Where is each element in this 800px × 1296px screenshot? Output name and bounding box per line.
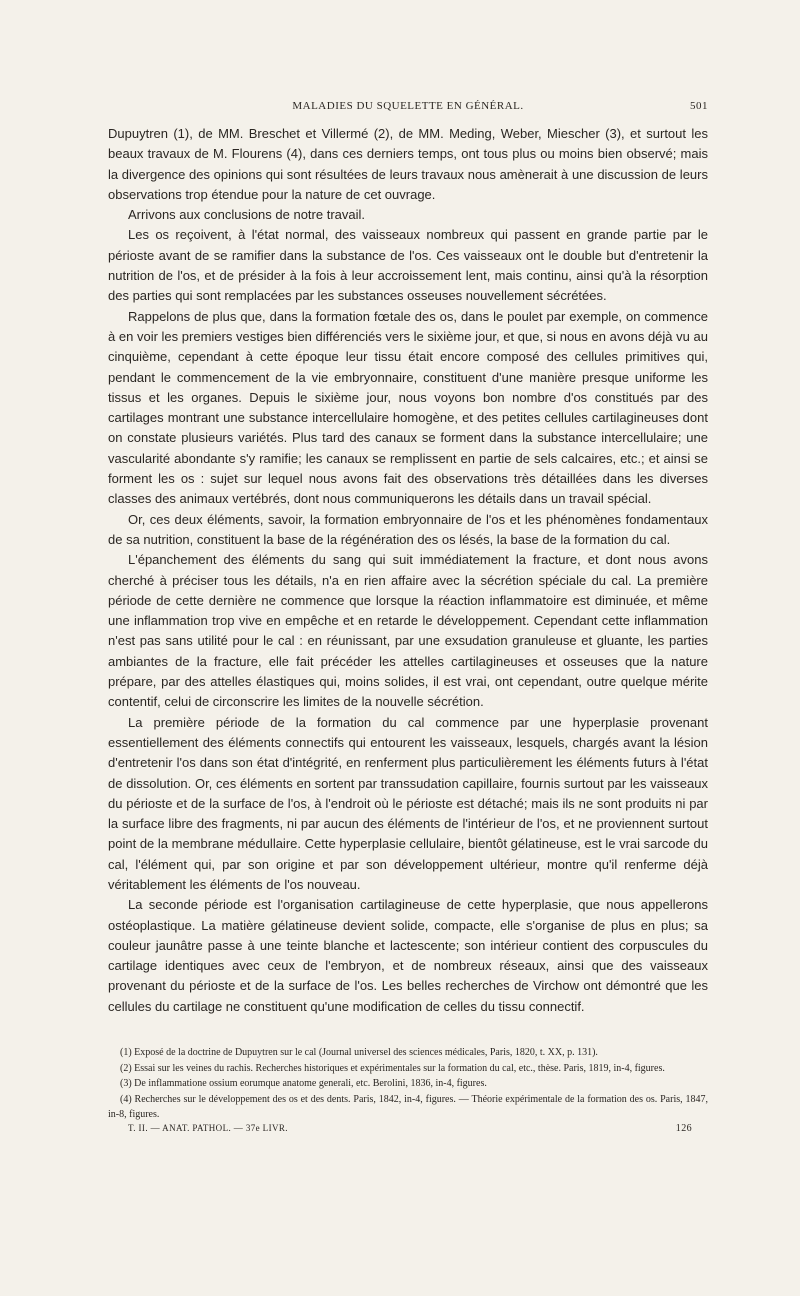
page-number: 501 <box>690 100 708 112</box>
paragraph: Rappelons de plus que, dans la formation fœtale des os, dans le poulet par exemple, on commence à en voir les premiers vestiges bien différenciés vers le sixième jour, et que, si nous en avons déjà vu au cinquième, cependant à cette époque leur tissu était encore composé des cellules primitives qui, pendant le commencement de la vie embryonnaire, constituent d'une manière presque uniforme les tissus et les organes. Depuis le sixième jour, nous voyons bon nombre d'os constitués par des cartilages montrant une substance intercellulaire homogène, et des petites cellules cartilagineuses dont on constate plusieurs variétés. Plus tard des canaux se forment dans la substance intercellulaire; une vascularité abondante s'y ramifie; les canaux se remplissent en partie de sels calcaires, etc.; et ainsi se forment les os : sujet sur lequel nous avons fait des observations très détaillées dans les diverses classes des animaux vertébrés, dont nous communiquerons les détails dans un travail spécial. <box>108 308 708 507</box>
running-head <box>108 100 708 116</box>
printer-signature <box>108 1123 708 1137</box>
running-title: MALADIES DU SQUELETTE EN GÉNÉRAL. <box>292 100 524 112</box>
paragraph: Arrivons aux conclusions de notre travail. <box>128 207 366 223</box>
footnotes <box>108 1045 708 1123</box>
footnote: (1) Exposé de la doctrine de Dupuytren sur le cal (Journal universel des sciences médicales, Paris, 1820, t. XX, p. 131). <box>120 1047 598 1058</box>
paragraph: L'épanchement des éléments du sang qui suit immédiatement la fracture, et dont nous avons cherché à préciser tous les détails, n'a en rien affaire avec la sécrétion spéciale du cal. La première période de cette dernière ne commence que lorsque la réaction inflammatoire est diminuée, et même une inflammation trop vive en empêche et en retarde le développement. Cependant cette inflammation n'est pas sans utilité pour le cal : en réunissant, par une exsudation granuleuse et gluante, les parties ambiantes de la fracture, elle fait précéder les attelles cartilagineuses et osseuses que la nature prépare, par des attelles élastiques qui, moins solides, il est vrai, ont cependant, outre quelque mérite contentif, celui de circonscrire les limites de la nouvelle sécrétion. <box>108 552 708 710</box>
footnote: (2) Essai sur les veines du rachis. Recherches historiques et expérimentales sur la formation du cal, etc., thèse. Paris, 1819, in-4, figures. <box>120 1062 665 1074</box>
footnote: (3) De inflammatione ossium eorumque anatome generali, etc. Berolini, 1836, in-4, figures. <box>120 1078 487 1089</box>
body-text <box>108 124 708 1017</box>
paragraph: Les os reçoivent, à l'état normal, des vaisseaux nombreux qui passent en grande partie par le périoste avant de se ramifier dans la substance de l'os. Ces vaisseaux ont le double but d'entretenir la nutrition de l'os, et de présider à la fois à leur accroissement lent, mais continu, ainsi qu'à la résorption des parties qui sont remplacées par les substances osseuses nouvellement sécrétées. <box>108 227 708 304</box>
signature-number: 126 <box>675 1123 692 1134</box>
footnote: (4) Recherches sur le développement des os et des dents. Paris, 1842, in-4, figures. — Théorie expérimentale de la formation des os. Paris, 1847, in-8, figures. <box>108 1093 708 1120</box>
paragraph: La première période de la formation du cal commence par une hyperplasie provenant essentiellement des éléments connectifs qui entourent les vaisseaux, lesquels, chargés avant la lésion d'entretenir l'os dans son état d'intégrité, en renferment plus particulièrement les éléments futurs à l'état de dissolution. Or, ces éléments en sortent par transsudation capillaire, fournis surtout par les vaisseaux du périoste et de la surface de l'os, à l'endroit où le périoste est détaché; mais ils ne sont produits ni par la surface libre des fragments, ni par aucun des éléments de l'intérieur de l'os, et ne proviennent surtout point de la membrane médullaire. Cette hyperplasie cellulaire, bientôt gélatineuse, est le vrai sarcode du cal, l'élément qui, par son origine et par son développement ultérieur, montre qu'il renferme déjà véritablement les éléments de l'os nouveau. <box>108 714 708 892</box>
signature-mark: T. II. — ANAT. PATHOL. — 37e LIVR. <box>128 1123 288 1133</box>
paragraph: Or, ces deux éléments, savoir, la formation embryonnaire de l'os et les phénomènes fondamentaux de sa nutrition, constituent la base de la régénération des os lésés, la base de la formation du cal. <box>108 511 708 547</box>
paragraph: Dupuytren (1), de MM. Breschet et Villermé (2), de MM. Meding, Weber, Miescher (3), et surtout les beaux travaux de M. Flourens (4), dans ces derniers temps, ont tous plus ou moins bien observé; mais la divergence des opinions qui sont résultées de leurs travaux nous amènerait à une discussion de leurs observations trop étendue pour la nature de cet ouvrage. <box>108 126 708 202</box>
paragraph: La seconde période est l'organisation cartilagineuse de cette hyperplasie, que nous appellerons ostéoplastique. La matière gélatineuse devient solide, compacte, elle s'organise de plus en plus; sa couleur jaunâtre passe à une teinte blanche et lactescente; son intérieur contient des corpuscules du cartilage identiques avec ceux de l'embryon, et de nombreux réseaux, ainsi que des vaisseaux provenant du périoste et de la surface de l'os. Les belles recherches de Virchow ont démontré que les cellules du cartilage ne constituent qu'une modification de celles du tissu connectif. <box>108 897 708 1014</box>
